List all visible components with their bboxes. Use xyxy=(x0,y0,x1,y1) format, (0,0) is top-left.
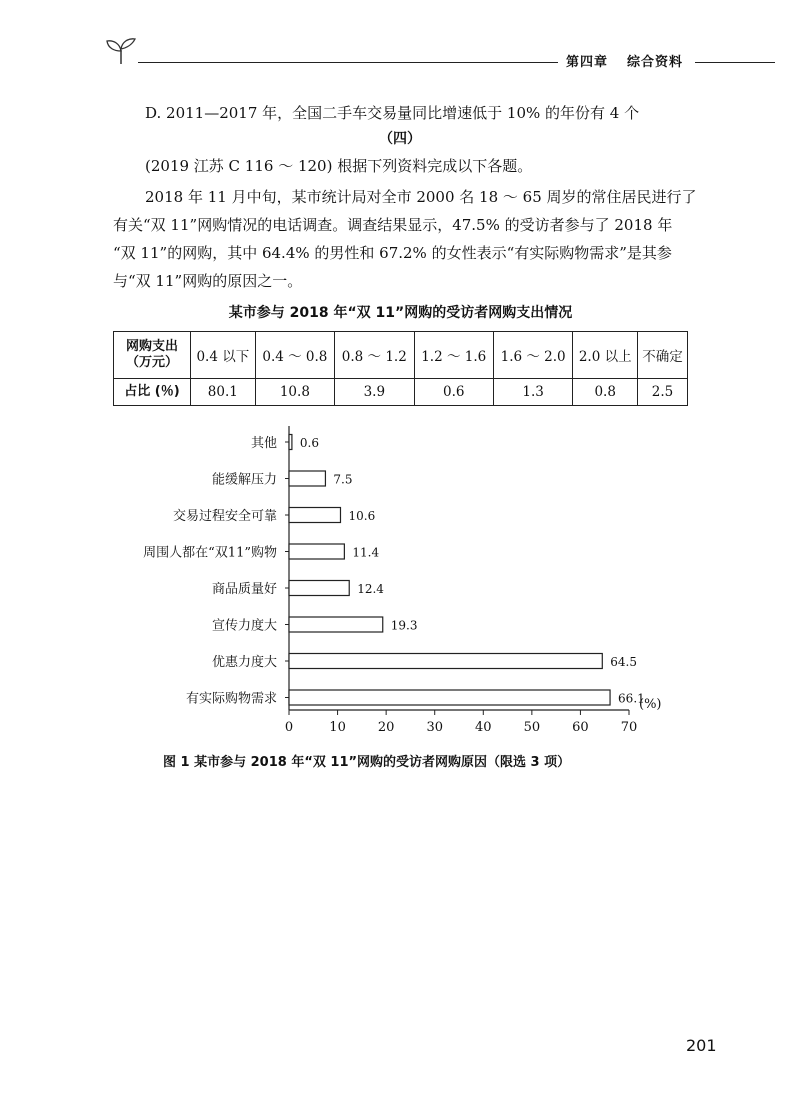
value-label: 64.5 xyxy=(610,655,638,669)
x-tick-label: 20 xyxy=(377,720,395,735)
table-cell: 0.4 ～ 0.8 xyxy=(255,332,334,379)
header-rule-right xyxy=(695,62,775,63)
x-tick-label: 0 xyxy=(284,720,294,735)
table-cell: 2.0 以上 xyxy=(573,332,638,379)
table-cell: 1.2 ～ 1.6 xyxy=(414,332,493,379)
category-label: 优惠力度大 xyxy=(211,655,277,670)
table-cell: 1.6 ～ 2.0 xyxy=(493,332,572,379)
bar xyxy=(289,690,610,705)
paragraph-line-4: 与“双 11”网购的原因之一。 xyxy=(113,272,303,290)
x-tick-label: 40 xyxy=(475,720,492,735)
table-cell: 10.8 xyxy=(255,379,334,406)
x-tick-label: 10 xyxy=(329,720,346,735)
table-cell: 0.6 xyxy=(414,379,493,406)
paragraph-line-2: 有关“双 11”网购情况的电话调查。调查结果显示，47.5% 的受访者参与了 2018 年 xyxy=(113,216,673,234)
section-label: 综合资料 xyxy=(627,55,684,70)
x-axis-unit-label: (%) xyxy=(639,697,662,712)
value-label: 0.6 xyxy=(299,436,320,450)
category-label: 商品质量好 xyxy=(211,582,277,597)
bar xyxy=(289,654,602,669)
paragraph-line-3: “双 11”的网购，其中 64.4% 的男性和 67.2% 的女性表示“有实际购物需求”是其参 xyxy=(113,244,672,262)
table-row xyxy=(114,379,688,406)
value-label: 12.4 xyxy=(357,582,384,596)
value-label: 10.6 xyxy=(348,509,376,523)
chapter-label: 第四章 xyxy=(566,55,609,70)
table-cell: 不确定 xyxy=(638,332,688,379)
header-line-1: 网购支出 xyxy=(125,339,178,354)
bar xyxy=(289,508,340,523)
table-cell: 80.1 xyxy=(191,379,256,406)
bar xyxy=(289,617,383,632)
sprout-logo-icon xyxy=(104,36,138,66)
header-rule-left xyxy=(138,62,558,63)
previous-option-d: D. 2011—2017 年，全国二手车交易量同比增速低于 10% 的年份有 4 个 xyxy=(145,104,640,122)
x-tick-label: 50 xyxy=(523,720,541,735)
category-label: 能缓解压力 xyxy=(211,472,277,488)
reasons-bar-chart xyxy=(0,420,800,760)
figure-caption: 图 1 某市参与 2018 年“双 11”网购的受访者网购原因（限选 3 项） xyxy=(163,755,571,770)
value-label: 19.3 xyxy=(390,618,418,633)
value-label: 7.5 xyxy=(333,472,353,487)
category-label: 交易过程安全可靠 xyxy=(172,509,277,524)
category-label: 其他 xyxy=(250,436,277,451)
category-label: 宣传力度大 xyxy=(211,618,277,634)
header-line-2: （万元） xyxy=(125,355,178,370)
x-tick-label: 60 xyxy=(572,720,589,735)
category-label: 周围人都在“双11”购物 xyxy=(143,545,277,561)
x-tick-label: 70 xyxy=(620,720,638,735)
table-cell: 0.8 xyxy=(573,379,638,406)
page-number: 201 xyxy=(686,1036,717,1055)
table-cell: 0.4 以下 xyxy=(191,332,256,379)
table-cell: 3.9 xyxy=(335,379,414,406)
table-header-cell: 占比 (％) xyxy=(114,379,191,406)
part-title: （四） xyxy=(379,131,421,147)
table-header-cell xyxy=(114,332,191,379)
paragraph-line-1: 2018 年 11 月中旬，某市统计局对全市 2000 名 18 ～ 65 周岁的常住居民进行了 xyxy=(145,188,697,206)
table-row xyxy=(114,332,688,379)
spending-table xyxy=(113,331,688,406)
bar xyxy=(289,544,344,559)
source-line: (2019 江苏 C 116 ～ 120) 根据下列资料完成以下各题。 xyxy=(145,157,533,175)
bar xyxy=(289,471,325,486)
x-tick-label: 30 xyxy=(426,720,443,735)
category-label: 有实际购物需求 xyxy=(185,691,277,707)
table-cell: 0.8 ～ 1.2 xyxy=(335,332,414,379)
value-label: 66.1 xyxy=(618,691,645,706)
table-cell: 2.5 xyxy=(638,379,688,406)
table-title: 某市参与 2018 年“双 11”网购的受访者网购支出情况 xyxy=(228,305,573,321)
bar xyxy=(289,581,349,596)
value-label: 11.4 xyxy=(352,545,380,560)
bar xyxy=(289,435,292,450)
table-cell: 1.3 xyxy=(493,379,572,406)
